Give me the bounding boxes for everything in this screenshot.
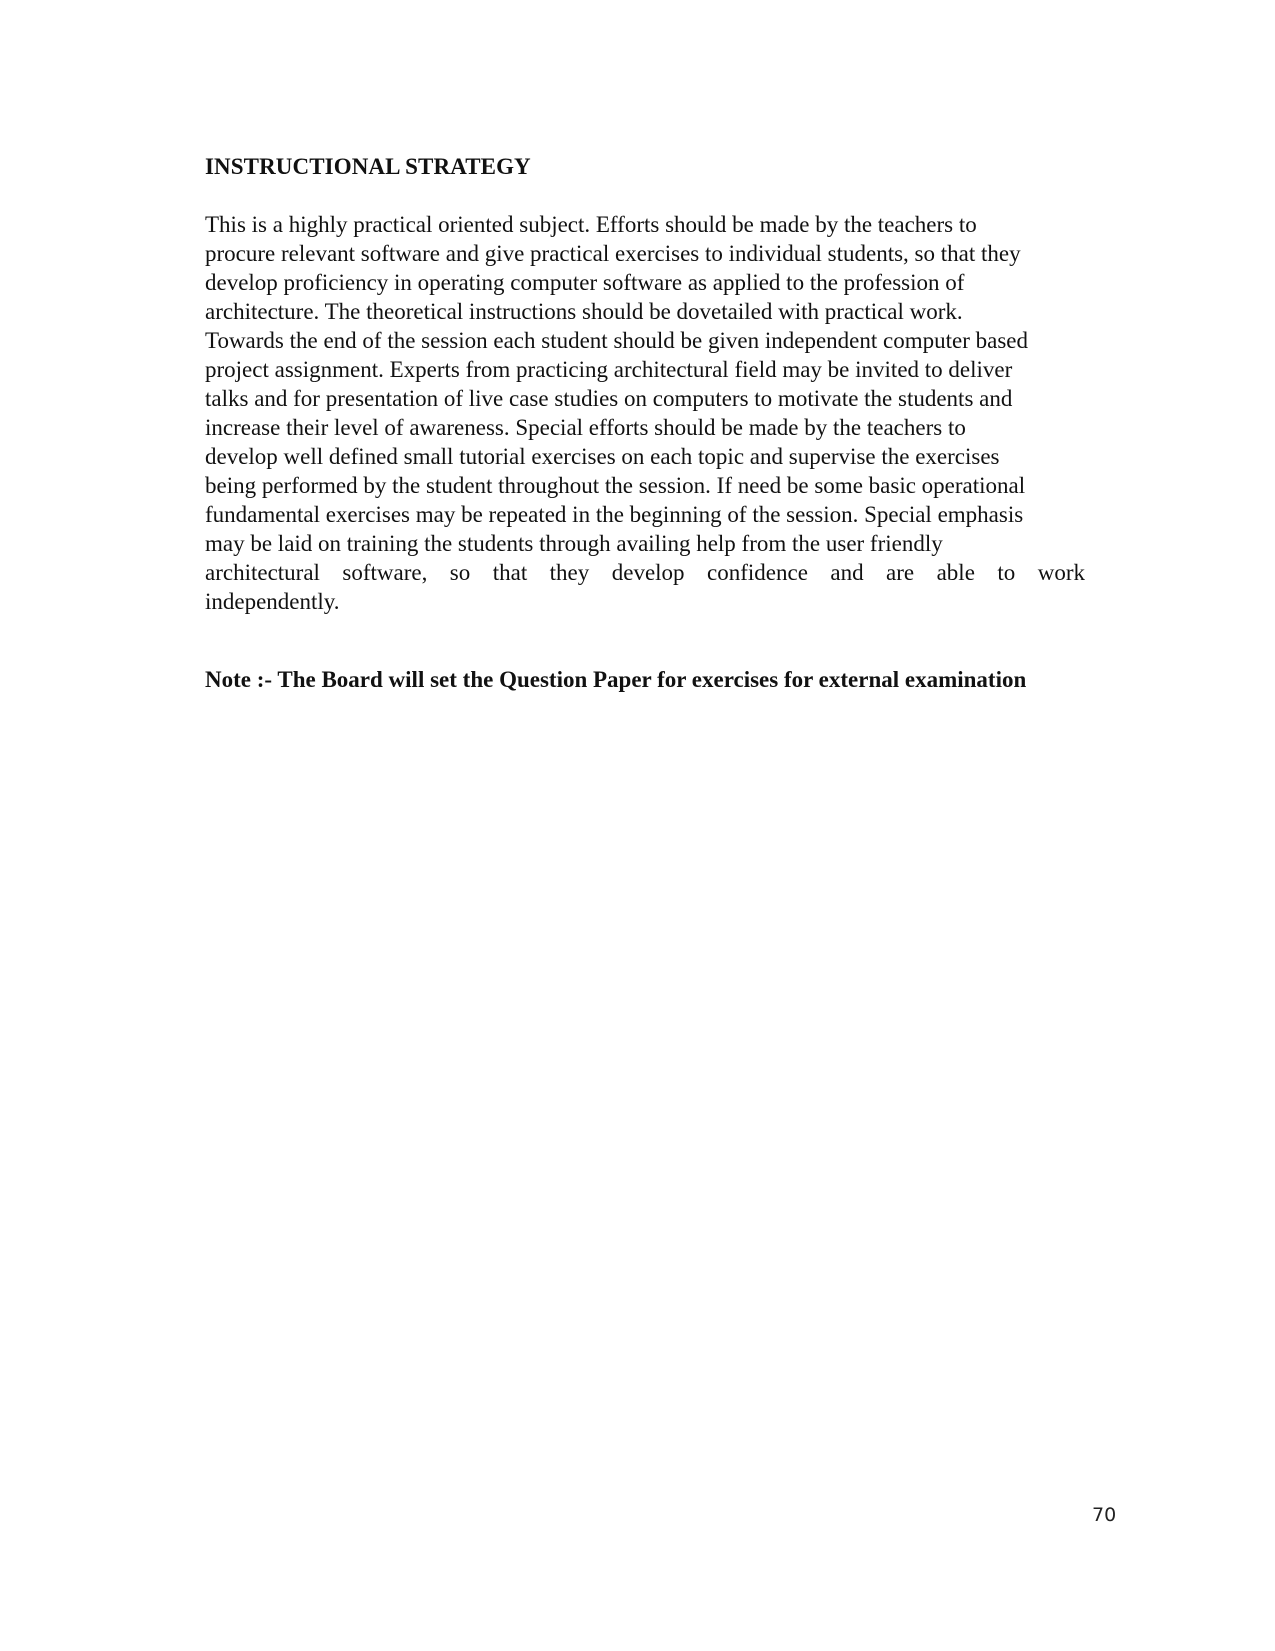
section-heading: INSTRUCTIONAL STRATEGY	[205, 154, 531, 179]
examination-note: Note :- The Board will set the Question Paper for exercises for external examination	[205, 667, 1027, 692]
paragraph-line: independently.	[205, 589, 340, 614]
paragraph-line: fundamental exercises may be repeated in the beginning of the session. Special emphasis	[205, 502, 1024, 527]
page-number: 70	[1092, 1504, 1117, 1526]
paragraph-line: Towards the end of the session each student should be given independent computer based	[205, 328, 1028, 353]
paragraph-line: talks and for presentation of live case studies on computers to motivate the students and	[205, 386, 1013, 411]
paragraph-line: develop proficiency in operating computer software as applied to the profession of	[205, 270, 965, 295]
paragraph-line: being performed by the student throughout the session. If need be some basic operational	[205, 473, 1026, 498]
paragraph-line: increase their level of awareness. Special efforts should be made by the teachers to	[205, 415, 966, 440]
paragraph-line: may be laid on training the students through availing help from the user friendly	[205, 531, 943, 556]
paragraph-line: architecture. The theoretical instructions should be dovetailed with practical work.	[205, 299, 963, 324]
paragraph-line: develop well defined small tutorial exercises on each topic and supervise the exercises	[205, 444, 1000, 469]
paragraph-line: This is a highly practical oriented subject. Efforts should be made by the teachers to	[205, 212, 977, 237]
paragraph-line: procure relevant software and give practical exercises to individual students, so that they	[205, 241, 1021, 266]
instructional-strategy-paragraph	[205, 210, 1105, 616]
paragraph-line: project assignment. Experts from practicing architectural field may be invited to deliver	[205, 357, 1013, 382]
paragraph-line: architectural software, so that they develop confidence and are able to work	[205, 560, 1085, 585]
